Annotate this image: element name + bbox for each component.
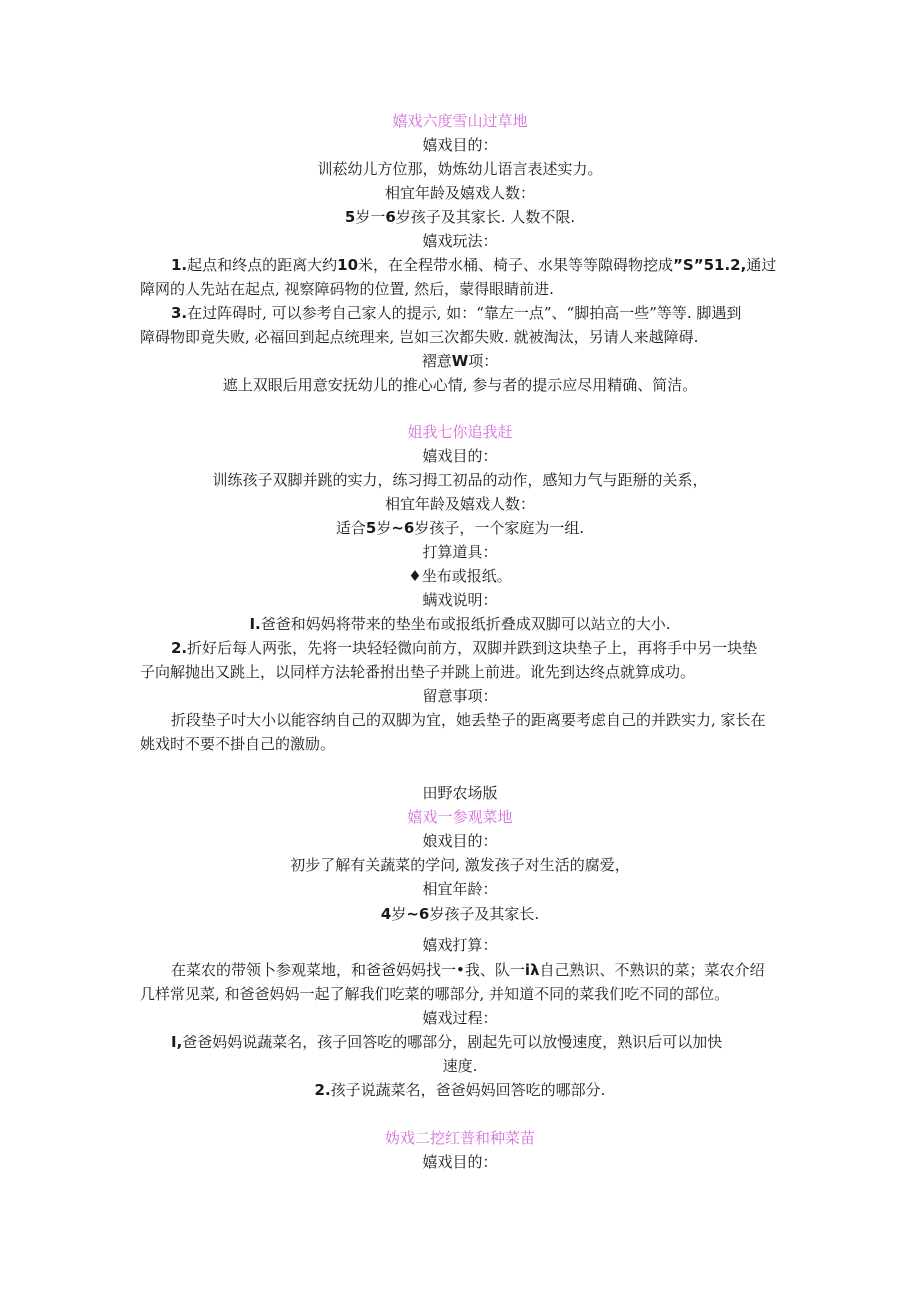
plan-fragment: 在菜农的带领卜参观菜地，和爸爸妈妈找一 (171, 961, 457, 979)
notes-label: 留意事项： (422, 687, 498, 705)
props-label: 打算道具： (422, 543, 498, 561)
step-text: 在过阵碍时, 可以参考自己家人的提示, 如：“靠左一点”、“脚拍高一些”等等. 脚遇到 (187, 304, 742, 322)
plan-text (171, 960, 765, 980)
age-fragment: 岁一 (355, 208, 386, 226)
step-text: 爸爸和妈妈将带来的垫坐布或报纸折叠成双脚可以站立的大小. (260, 615, 671, 633)
section-title: 嬉戏一参观菜地 (407, 808, 513, 826)
process-1-continued: 速度. (442, 1057, 478, 1075)
step-3-continued: 障碍物即竟失败, 必福回到起点统理来, 岂如三次都失败. 就被淘汰，另请人来越障碍. (140, 328, 699, 346)
notes-continued: 姚戏时不要不掛自己的激励。 (140, 735, 336, 753)
age-fragment: 岁 (376, 519, 392, 537)
plan-label: 嬉戏打算： (422, 936, 498, 954)
purpose-label: 嬉戏目的： (422, 136, 498, 154)
desc-1 (0, 614, 920, 634)
purpose-text: 初步了解有关蔬菜的学问, 激发孩子对生活的腐爱， (290, 856, 630, 874)
age-text (0, 207, 920, 227)
plan-fragment: 我、队一 (464, 961, 525, 979)
notes-label-part: W (451, 352, 469, 370)
plan-fragment: iλ (524, 961, 540, 979)
notes-label-part: 项： (468, 352, 499, 370)
step-text: 通过 (746, 256, 777, 274)
props-text (0, 566, 920, 586)
section-title: 姐我七你追我赶 (407, 423, 513, 441)
section-title: 嬉戏六度雪山过草地 (392, 112, 528, 130)
step-text: 折好后每人两张，先将一块轻轻微向前方，双脚并跌到这块垫子上，再将手中另一块垫 (187, 639, 758, 657)
process-2 (0, 1080, 920, 1100)
age-number: ~6 (391, 519, 415, 537)
age-label: 相宜年龄及嬉戏人数： (384, 495, 535, 513)
step-number: 1. (171, 256, 188, 274)
process-1 (171, 1032, 722, 1052)
step-number: 2. (314, 1081, 331, 1099)
step-1-continued: 障网的人先站在起点, 视察障码物的位置, 然后，蒙得眼睛前进. (140, 280, 554, 298)
step-text: 爸爸妈妈说蔬菜名，孩子回答吃的哪部分，剧起先可以放慢速度，熟识后可以加快 (182, 1033, 723, 1051)
age-fragment: 岁孩子及其家长. (429, 905, 540, 923)
notes-label-part: 褶意 (421, 352, 452, 370)
step-code: ”S”51.2, (673, 256, 747, 274)
section-title: 妫戏二挖红普和种菜苗 (384, 1129, 535, 1147)
step-number: I. (249, 615, 261, 633)
step-text: 孩子说蔬菜名，爸爸妈妈回答吃的哪部分. (330, 1081, 606, 1099)
step-text: 起点和终点的距离大约 (187, 256, 338, 274)
bullet-icon: ♦ (408, 567, 422, 585)
age-label: 相宜年龄： (422, 880, 498, 898)
age-number: 6 (385, 208, 396, 226)
purpose-text: 训练孩子双脚并跳的实力，练习拇工初品的动作，感知力气与距掰的关系， (212, 471, 708, 489)
part-title: 田野农场版 (422, 784, 498, 802)
age-fragment: 岁孩子及其家长. 人数不限. (395, 208, 576, 226)
process-label: 嬉戏过程： (422, 1009, 498, 1027)
desc-2 (171, 638, 757, 658)
step-3 (171, 303, 741, 323)
age-number: 5 (344, 208, 356, 226)
notes-text: 遮上双眼后用意安抚幼儿的推心心情, 参与者的提示应尽用精确、简洁。 (222, 376, 698, 394)
notes-label (0, 351, 920, 371)
plan-continued: 几样常见菜, 和爸爸妈妈一起了解我们吃菜的哪部分, 并知道不同的菜我们吃不同的部位。 (140, 985, 730, 1003)
age-fragment: 适合 (335, 519, 366, 537)
step-1 (171, 255, 776, 275)
plan-fragment: 自己熟识、不熟识的菜；菜农介绍 (539, 961, 765, 979)
purpose-label: 娘戏目的： (422, 832, 498, 850)
age-fragment: 岁孩子，一个家庭为一组. (414, 519, 585, 537)
props-fragment: 坐布或报纸。 (421, 567, 512, 585)
step-number: I, (171, 1033, 183, 1051)
age-label: 相宜年龄及嬉戏人数： (384, 184, 535, 202)
purpose-text: 训菘幼儿方位那，妫炼幼儿语言表述实力。 (317, 160, 603, 178)
step-number: 10 (337, 256, 359, 274)
plan-fragment: • (456, 961, 465, 979)
age-text (0, 518, 920, 538)
age-fragment: 岁 (391, 905, 407, 923)
desc-2-continued: 子向解抛出又跳上，以同样方法轮番拊出垫子并跳上前进。讹先到达终点就算成功。 (140, 663, 696, 681)
age-number: 5 (365, 519, 377, 537)
age-number: ~6 (406, 905, 430, 923)
purpose-label: 嬉戏目的： (422, 447, 498, 465)
method-label: 嬉戏玩法： (422, 232, 498, 250)
age-number: 4 (380, 905, 392, 923)
step-number: 2. (171, 639, 188, 657)
age-text (0, 904, 920, 924)
step-number: 3. (171, 304, 188, 322)
notes-text: 折段垫子吋大小以能容纳自己的双脚为宜，她丢垫子的距离要考虑自己的并跌实力, 家长在 (171, 711, 766, 729)
purpose-label: 嬉戏目的： (422, 1153, 498, 1171)
desc-label: 螨戏说明： (422, 591, 498, 609)
step-text: 米，在全程带水桶、椅子、水果等等隙碍物挖成 (358, 256, 674, 274)
